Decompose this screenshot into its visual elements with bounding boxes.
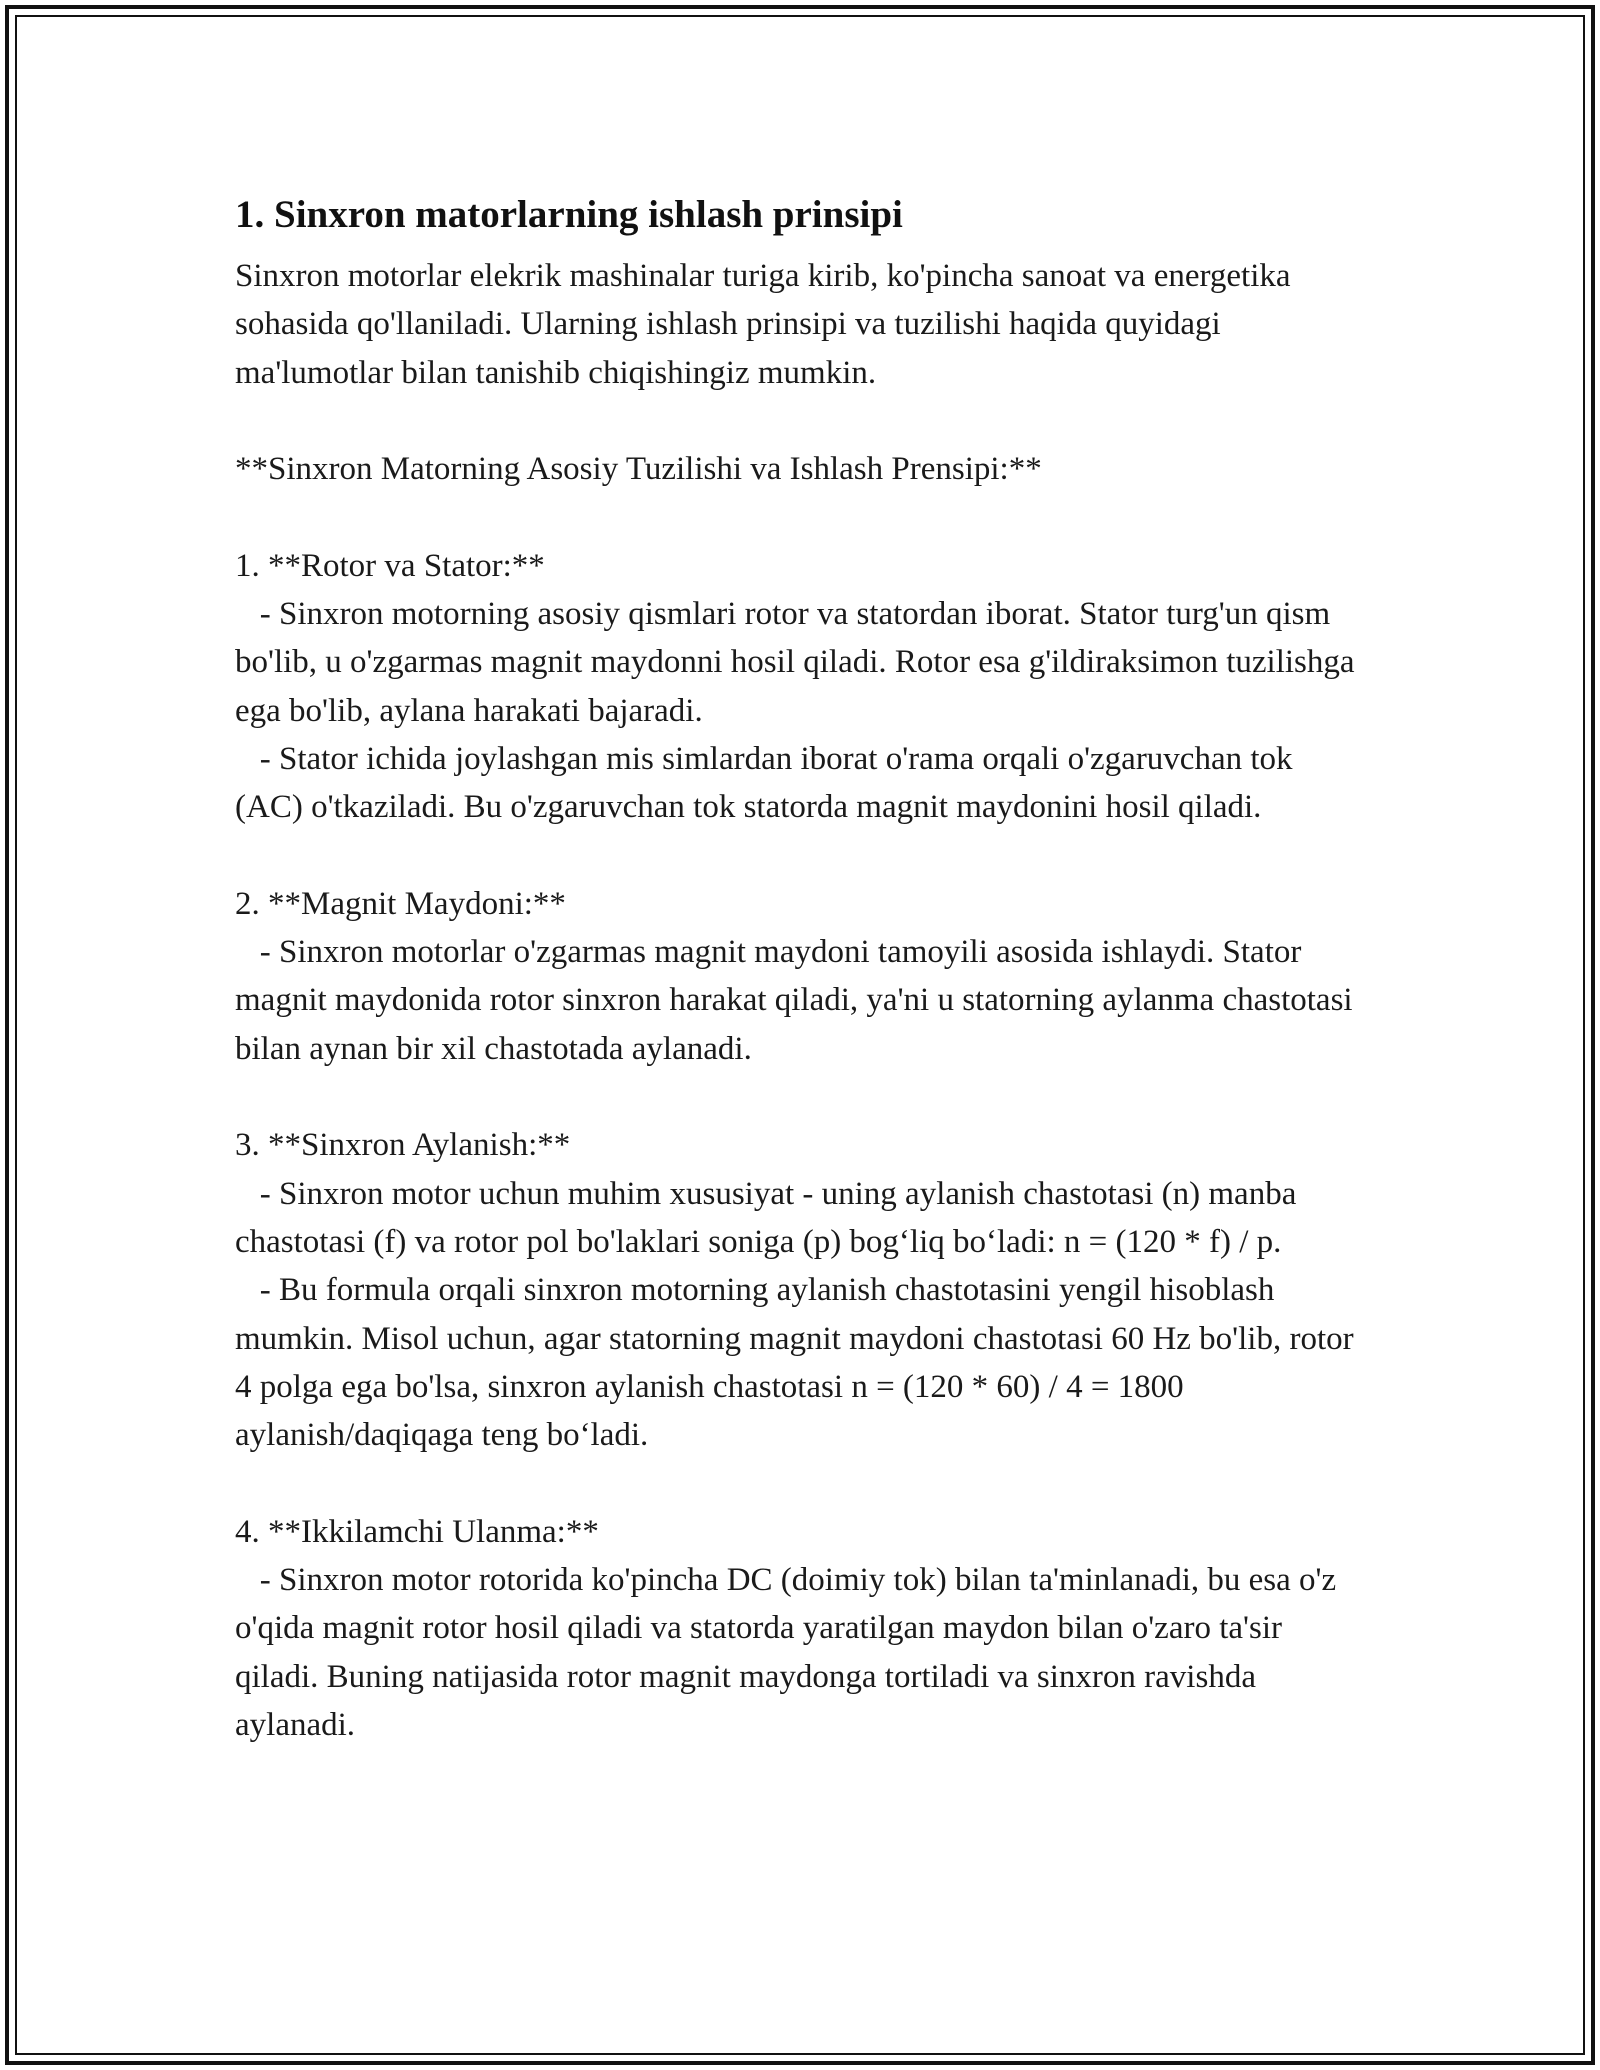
section-magnit-maydoni	[235, 880, 1365, 1073]
section-title: 1. **Rotor va Stator:**	[235, 547, 545, 584]
section-title: 4. **Ikkilamchi Ulanma:**	[235, 1513, 599, 1550]
document-body	[235, 180, 1365, 1749]
document-heading: 1. Sinxron matorlarning ishlash prinsipi	[235, 193, 903, 236]
section-ikkilamchi-ulanma	[235, 1508, 1365, 1749]
section-title: 2. **Magnit Maydoni:**	[235, 885, 566, 922]
intro-paragraph: Sinxron motorlar elekrik mashinalar turiga kirib, ko'pincha sanoat va energetika sohasida qo'llaniladi. Ularning ishlash prinsipi va tuzilishi haqida quyidagi ma'lumotlar bilan tanishib chiqishingiz mumkin.	[235, 258, 1299, 391]
section-item: - Bu formula orqali sinxron motorning aylanish chastotasini yengil hisoblash mumkin. Misol uchun, agar statorning magnit maydoni chastotasi 60 Hz bo'lib, rotor 4 polga ega bo'lsa, sinxron aylanish chastotasi n = (120 * 60) / 4 = 1800 aylanish/daqiqaga teng bo‘ladi.	[235, 1272, 1362, 1454]
section-title: 3. **Sinxron Aylanish:**	[235, 1127, 571, 1164]
section-item: - Stator ichida joylashgan mis simlardan iborat o'rama orqali o'zgaruvchan tok (AC) o'tkaziladi. Bu o'zgaruvchan tok statorda magnit maydonini hosil qiladi.	[235, 740, 1301, 826]
document-subtitle: **Sinxron Matorning Asosiy Tuzilishi va Ishlash Prensipi:**	[235, 451, 1042, 488]
section-sinxron-aylanish	[235, 1121, 1365, 1459]
section-item: - Sinxron motor rotorida ko'pincha DC (doimiy tok) bilan ta'minlanadi, bu esa o'z o'qida magnit rotor hosil qiladi va statorda yaratilgan maydon bilan o'zaro ta'sir qiladi. Buning natijasida rotor magnit maydonga tortiladi va sinxron ravishda aylanadi.	[235, 1562, 1345, 1743]
section-item: - Sinxron motorlar o'zgarmas magnit maydoni tamoyili asosida ishlaydi. Stator magnit maydonida rotor sinxron harakat qiladi, ya'ni u statorning aylanma chastotasi bilan aynan bir xil chastotada aylanadi.	[235, 934, 1361, 1067]
section-item: - Sinxron motor uchun muhim xususiyat - uning aylanish chastotasi (n) manba chastotasi (f) va rotor pol bo'laklari soniga (p) bog‘liq bo‘ladi: n = (120 * f) / p.	[235, 1175, 1305, 1260]
section-rotor-stator	[235, 542, 1365, 832]
section-item: - Sinxron motorning asosiy qismlari rotor va statordan iborat. Stator turg'un qism bo'lib, u o'zgarmas magnit maydonni hosil qiladi. Rotor esa g'ildiraksimon tuzilishga ega bo'lib, aylana harakati bajaradi.	[235, 596, 1363, 729]
